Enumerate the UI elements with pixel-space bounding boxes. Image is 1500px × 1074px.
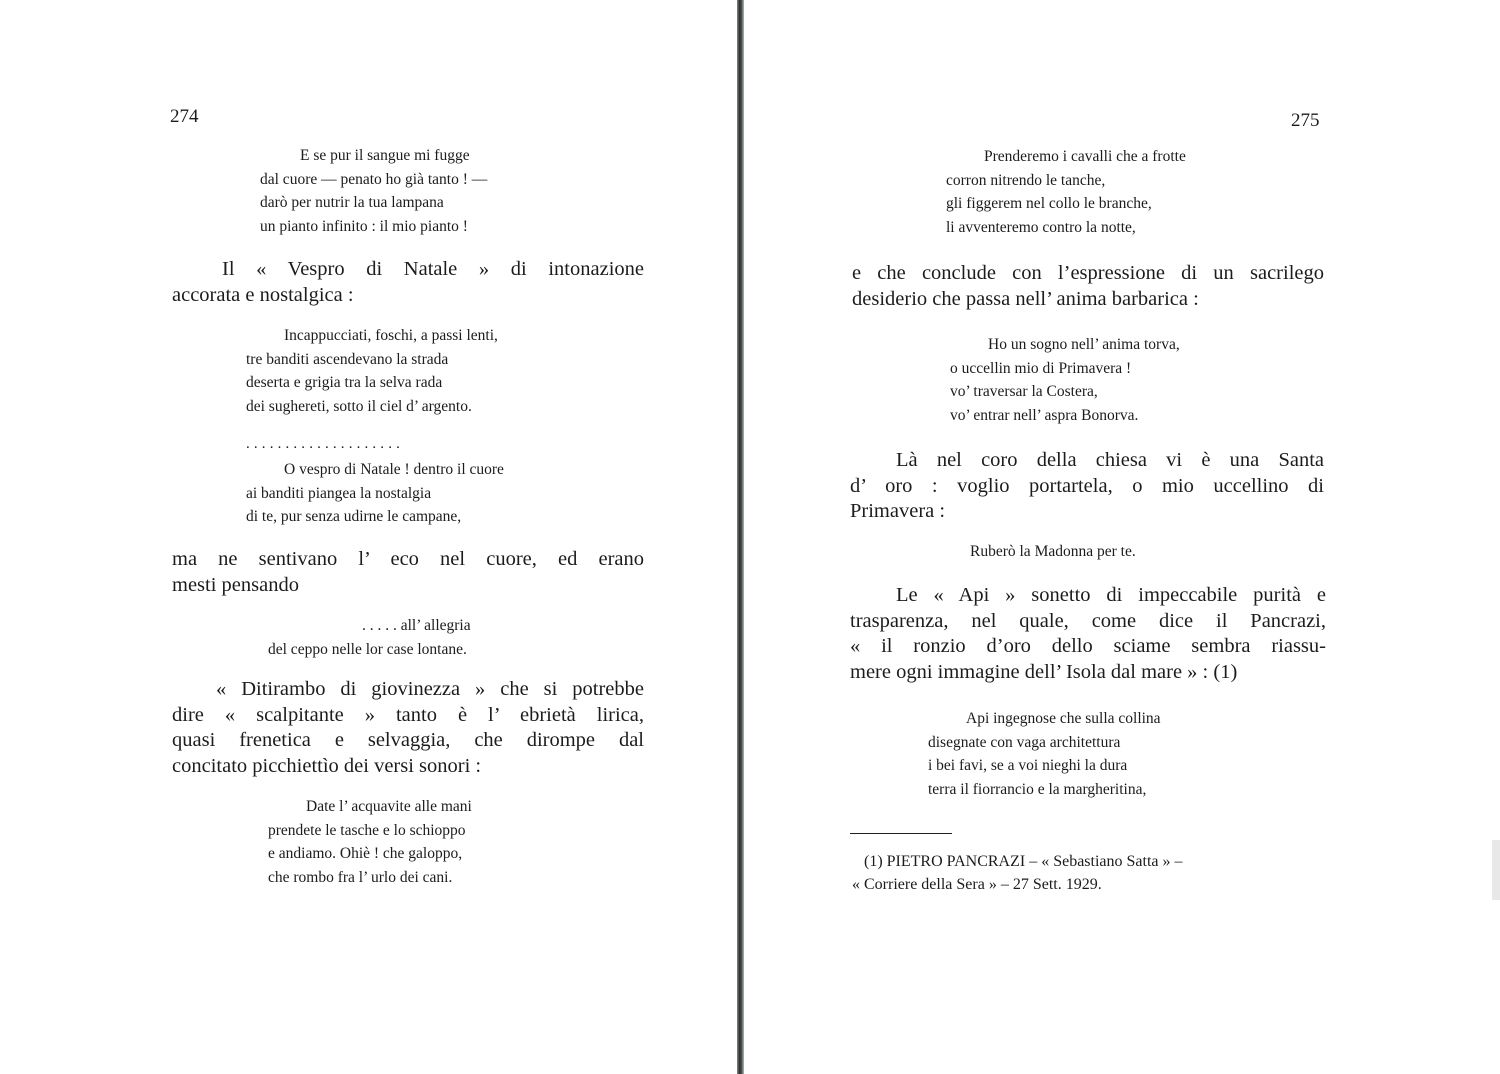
prose-paragraph xyxy=(172,677,644,780)
left-page xyxy=(0,0,738,1074)
prose-line: dire « scalpitante » tanto è l’ ebrietà lirica, xyxy=(172,703,644,726)
prose-line: Le « Api » sonetto di impeccabile purità e xyxy=(896,584,1326,606)
verse-line: e andiamo. Ohiè ! che galoppo, xyxy=(268,845,463,863)
verse-line: Ho un sogno nell’ anima torva, xyxy=(988,336,1180,353)
verse-line: ai banditi piangea la nostalgia xyxy=(246,484,432,502)
prose-paragraph xyxy=(172,547,644,598)
footnote xyxy=(852,851,1183,896)
verse-line: disegnate con vaga architettura xyxy=(928,733,1121,751)
prose-paragraph xyxy=(852,261,1324,312)
verse-line: gli figgerem nel collo le branche, xyxy=(946,195,1152,213)
verse-line: Incappucciati, foschi, a passi lenti, xyxy=(284,327,498,344)
prose-line: « il ronzio d’oro dello sciame sembra riassu- xyxy=(850,635,1326,658)
prose-line: Là nel coro della chiesa vi è una Santa xyxy=(896,449,1324,471)
verse-line: vo’ traversar la Costera, xyxy=(950,383,1098,401)
prose-line: Il « Vespro di Natale » di intonazione xyxy=(222,258,644,280)
verse-line: del ceppo nelle lor case lontane. xyxy=(268,640,467,658)
verse-line: dal cuore — penato ho già tanto ! — xyxy=(260,170,488,188)
prose-line: d’ oro : voglio portartela, o mio uccellino di xyxy=(850,474,1324,497)
prose-line: quasi frenetica e selvaggia, che dirompe dal xyxy=(172,729,644,752)
verse-stanza xyxy=(268,614,471,661)
prose-line: trasparenza, nel quale, come dice il Pancrazi, xyxy=(850,609,1326,632)
page-number: 275 xyxy=(1291,110,1320,131)
verse-line: di te, pur senza udirne le campane, xyxy=(246,508,462,526)
verse-ellipsis: . . . . . . . . . . . . . . . . . . . . xyxy=(246,436,401,452)
verse-stanza xyxy=(928,707,1161,802)
verse-line: prendete le tasche e lo schioppo xyxy=(268,821,466,839)
verse-line: tre banditi ascendevano la strada xyxy=(246,350,449,368)
verse-line: darò per nutrir la tua lampana xyxy=(260,194,444,212)
verse-line: Api ingegnose che sulla collina xyxy=(966,710,1161,727)
prose-paragraph xyxy=(172,257,644,308)
right-page xyxy=(744,0,1500,1074)
prose-line: e che conclude con l’espressione di un sacrilego xyxy=(852,262,1324,284)
verse-line: . . . . . all’ allegria xyxy=(362,617,471,634)
verse-stanza xyxy=(246,324,498,419)
verse-line: dei sughereti, sotto il ciel d’ argento. xyxy=(246,398,472,416)
verse-line: deserta e grigia tra la selva rada xyxy=(246,374,443,392)
verse-stanza xyxy=(246,458,504,529)
verse-line: Ruberò la Madonna per te. xyxy=(970,543,1136,560)
prose-line: mesti pensando xyxy=(172,573,299,596)
prose-line: « Ditirambo di giovinezza » che si potrebbe xyxy=(216,678,644,700)
verse-stanza xyxy=(260,144,487,239)
verse-stanza xyxy=(950,333,1180,428)
verse-line: o uccellin mio di Primavera ! xyxy=(950,359,1132,377)
prose-line: concitato picchiettìo dei versi sonori : xyxy=(172,755,482,778)
verse-line: terra il fiorrancio e la margheritina, xyxy=(928,781,1147,799)
verse-line: Date l’ acquavite alle mani xyxy=(306,798,472,815)
page-edge-shadow xyxy=(1492,840,1500,900)
verse-stanza xyxy=(268,795,472,890)
verse-line: vo’ entrar nell’ aspra Bonorva. xyxy=(950,407,1139,425)
footnote-line: « Corriere della Sera » – 27 Sett. 1929. xyxy=(852,875,1102,893)
verse-line: un pianto infinito : il mio pianto ! xyxy=(260,218,468,236)
prose-line: mere ogni immagine dell’ Isola dal mare » : (1) xyxy=(850,661,1238,684)
verse-stanza xyxy=(946,145,1186,240)
verse-line: corron nitrendo le tanche, xyxy=(946,171,1106,189)
page-number: 274 xyxy=(170,106,199,127)
verse-line: E se pur il sangue mi fugge xyxy=(300,147,470,164)
verse-line: li avventeremo contro la notte, xyxy=(946,219,1136,237)
footnote-rule xyxy=(850,833,952,834)
prose-line: Primavera : xyxy=(850,500,946,523)
verse-line: O vespro di Natale ! dentro il cuore xyxy=(284,461,504,478)
prose-paragraph xyxy=(850,448,1324,525)
prose-line: desiderio che passa nell’ anima barbarica : xyxy=(852,287,1199,310)
verse-line: che rombo fra l’ urlo dei cani. xyxy=(268,869,453,887)
prose-line: accorata e nostalgica : xyxy=(172,283,354,306)
prose-line: ma ne sentivano l’ eco nel cuore, ed erano xyxy=(172,548,644,570)
verse-line: Prenderemo i cavalli che a frotte xyxy=(984,148,1186,165)
verse-line: i bei favi, se a voi nieghi la dura xyxy=(928,757,1128,775)
footnote-line: (1) PIETRO PANCRAZI – « Sebastiano Satta » – xyxy=(864,853,1183,870)
prose-paragraph xyxy=(850,583,1326,686)
book-spine xyxy=(737,0,744,1074)
